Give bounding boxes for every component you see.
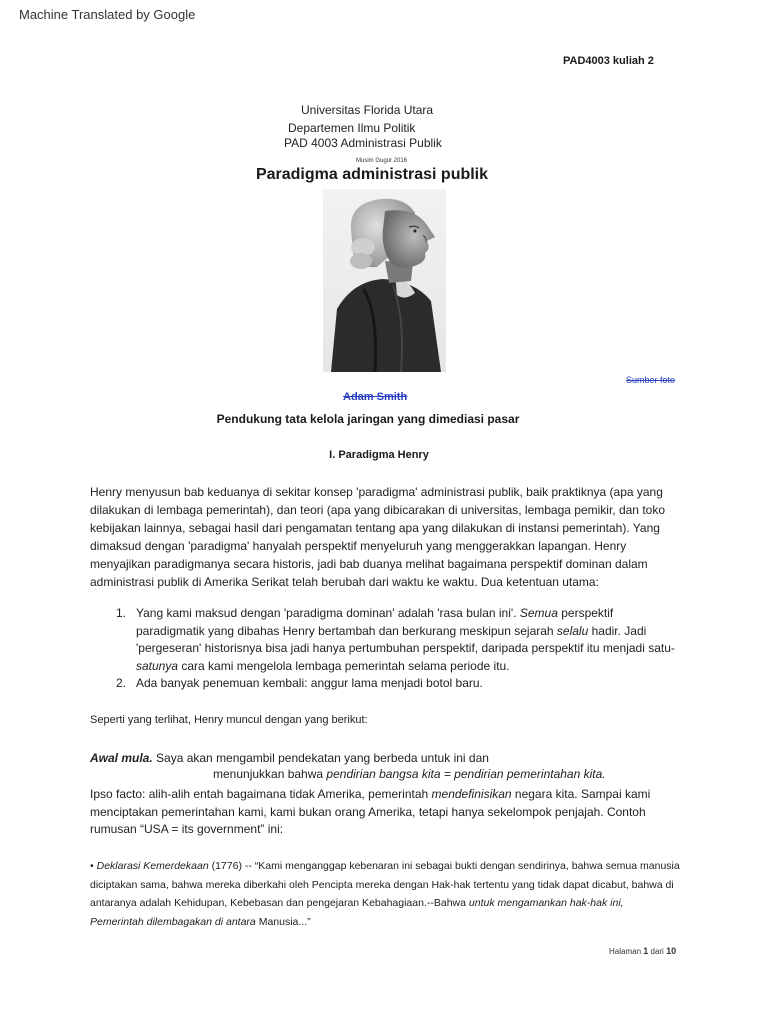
list-number: 1.: [116, 606, 127, 620]
of-label: dari: [648, 947, 667, 956]
bullet-text: (1776) -- “Kami menganggap kebenaran ini sebagai bukti dengan sendirinya, bahwa semua manusia diciptakan sama, bahwa mereka diberkahi oleh Pencipta mereka dengan Hak-hak tertentu yang tidak dapat dicabut, bahwa di antaranya adalah Kehidupan, Kebebasan dan pengejaran Kebahagiaan.--Bahwa: [90, 860, 680, 909]
declaration-bullet: [90, 857, 680, 931]
seen-text: Seperti yang terlihat, Henry muncul dengan yang berikut:: [90, 714, 368, 726]
list-emphasis: selalu: [556, 623, 589, 638]
section-heading: I. Paradigma Henry: [329, 449, 429, 461]
list-number: 2.: [116, 676, 127, 690]
university-name: Universitas Florida Utara: [301, 103, 434, 117]
provisions-list: [116, 605, 676, 693]
awal-label: Awal mula.: [90, 751, 153, 765]
awal-mula-line2: [213, 767, 606, 781]
awal-emphasis: pendirian bangsa kita = pendirian pemerintahan kita.: [326, 767, 606, 781]
ipso-emphasis: mendefinisikan: [431, 787, 512, 801]
list-text: hadir. Jadi 'pergeseran' historisnya bisa jadi hanya pertumbuhan perspektif, daripada perspektif itu menjadi satu-: [136, 623, 675, 655]
list-item: [116, 605, 676, 675]
ipso-text: negara kita. Sampai kami menciptakan pemerintahan kami, kami bukan orang Amerika, tetapi hanya sekelompok penjajah. Contoh rumusan “USA = its government” ini:: [90, 787, 651, 836]
department-name: Departemen Ilmu Politik: [288, 121, 416, 135]
bullet-marker: •: [90, 860, 94, 872]
intro-paragraph: Henry menyusun bab keduanya di sekitar konsep 'paradigma' administrasi publik, baik praktiknya (apa yang dilakukan di lembaga pemerintah), dan teori (apa yang dibicarakan di universitas, lembaga pemikir, dan toko kebijakan lainnya, sebagai hasil dari pengamatan tentang apa yang dilakukan di instansi pemerintah). Yang dimaksud dengan 'paradigma' hanyalah perspektif menyeluruh yang menggerakkan lapangan. Henry menyajikan paradigmanya secara historis, jadi bab duanya melihat bagaimana perspektif dominan dalam administrasi publik di Amerika Serikat telah berubah dari waktu ke waktu. Dua ketentuan utama:: [90, 485, 665, 589]
page-total: 10: [666, 946, 677, 956]
caption-name-link[interactable]: Adam Smith: [343, 391, 408, 403]
list-text: cara kami mengelola lembaga pemerintah selama periode itu.: [178, 658, 510, 673]
list-item: [116, 675, 676, 693]
adam-smith-portrait: [323, 189, 446, 372]
page-footer: [609, 946, 676, 956]
page-label: Halaman: [609, 947, 644, 956]
semester-label: Musim Gugur 2016: [356, 158, 408, 164]
bullet-text: Manusia...”: [255, 915, 311, 928]
caption-description: Pendukung tata kelola jaringan yang dimediasi pasar: [216, 412, 520, 426]
photo-source-link[interactable]: Sumber foto: [626, 375, 676, 385]
course-title: PAD 4003 Administrasi Publik: [284, 136, 442, 150]
list-emphasis: satunya: [136, 658, 179, 673]
ipso-text: Ipso facto: alih-alih entah bagaimana tidak Amerika, pemerintah: [90, 787, 432, 801]
list-emphasis: Semua: [519, 606, 558, 620]
machine-translation-banner: Machine Translated by Google: [19, 7, 196, 22]
page-number: 1: [643, 946, 649, 956]
awal-mula-line1: [90, 749, 690, 767]
list-text: Ada banyak penemuan kembali: anggur lama menjadi botol baru.: [136, 676, 483, 690]
bullet-emphasis: Deklarasi Kemerdekaan: [96, 860, 209, 872]
list-text: Yang kami maksud dengan 'paradigma dominan' adalah 'rasa bulan ini'.: [136, 606, 520, 620]
awal-text: menunjukkan bahwa: [213, 767, 327, 781]
list-text: perspektif paradigmatik yang dibahas Henry bertambah dan berkurang meskipun sejarah: [136, 606, 614, 638]
ipso-facto-paragraph: [90, 786, 690, 839]
awal-text: Saya akan mengambil pendekatan yang berbeda untuk ini dan: [152, 751, 489, 765]
course-code-header: PAD4003 kuliah 2: [563, 55, 654, 67]
document-title: Paradigma administrasi publik: [255, 166, 489, 183]
bullet-emphasis: untuk mengamankan hak-hak ini, Pemerintah dilembagakan di antara: [90, 897, 624, 928]
